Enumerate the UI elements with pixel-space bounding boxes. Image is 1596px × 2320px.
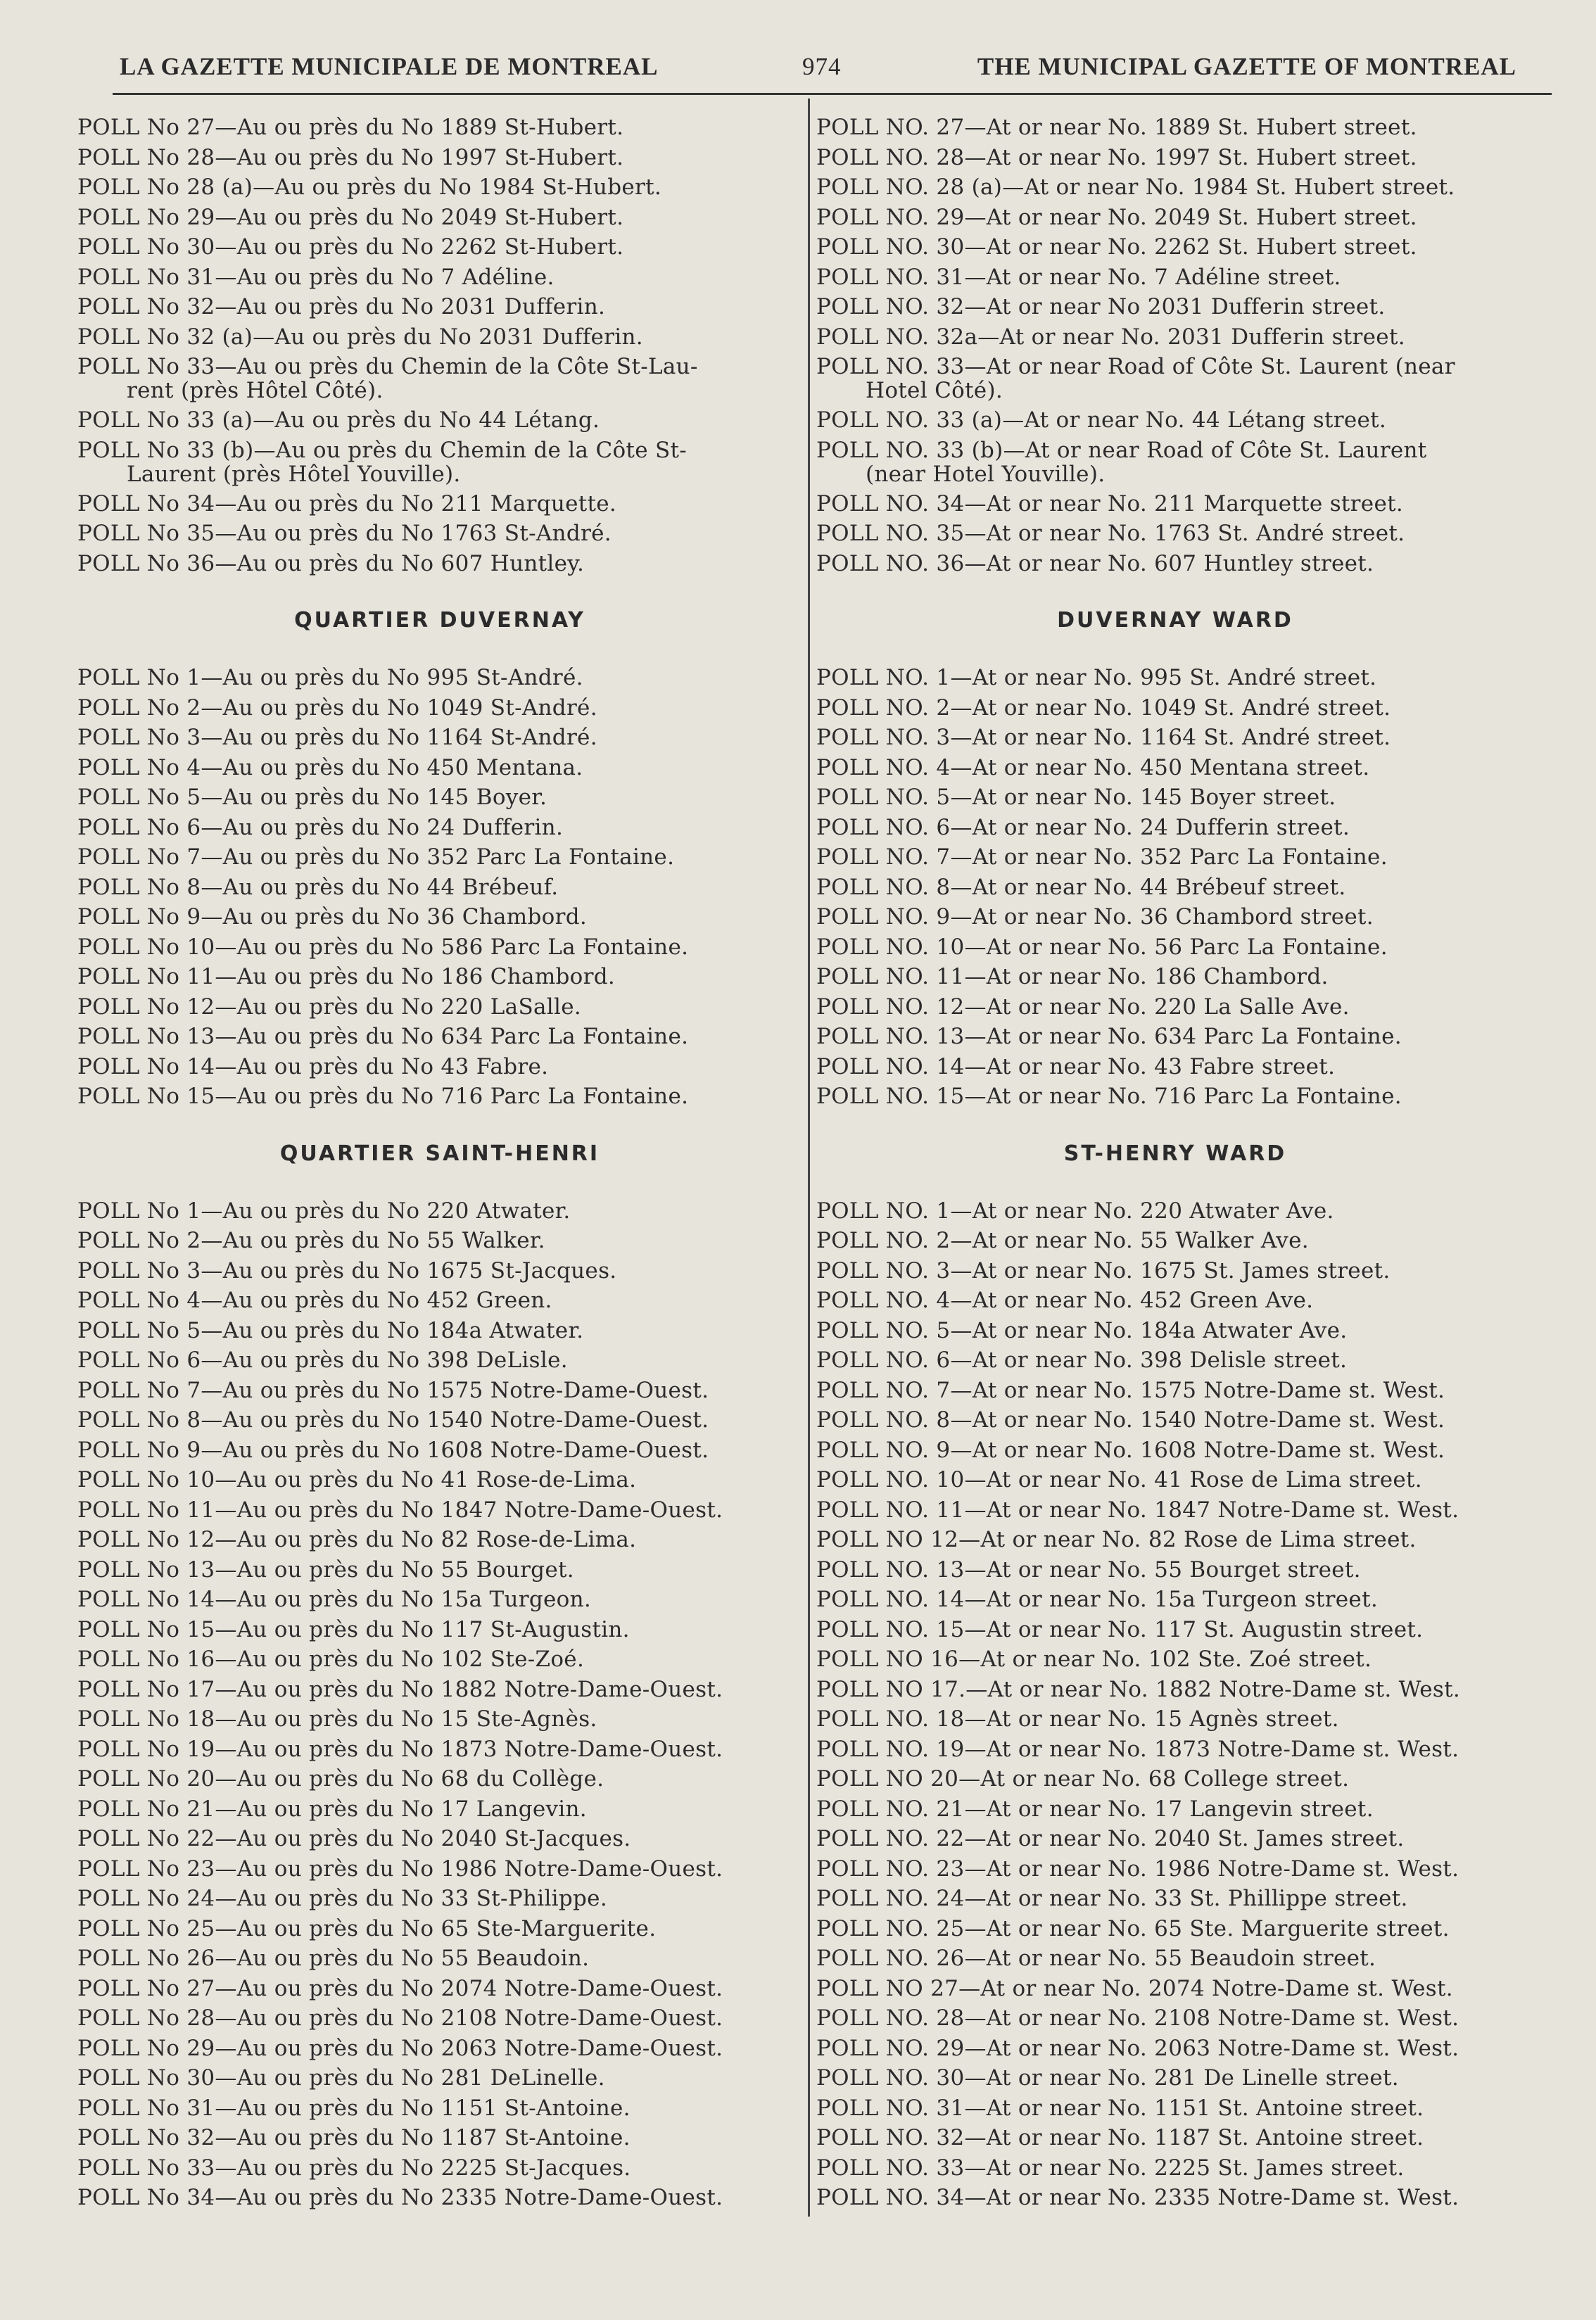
poll-entry: POLL No 8—Au ou près du No 44 Brébeuf. <box>77 874 559 900</box>
poll-entry: POLL NO. 14—At or near No. 15a Turgeon street. <box>816 1587 1378 1612</box>
poll-entry: POLL NO 17.—At or near No. 1882 Notre-Dame st. West. <box>816 1676 1461 1702</box>
poll-entry: POLL NO. 32—At or near No 2031 Dufferin street. <box>816 294 1386 319</box>
poll-entry: POLL NO. 15—At or near No. 716 Parc La Fontaine. <box>816 1084 1402 1109</box>
poll-entry: POLL NO. 3—At or near No. 1164 St. André street. <box>816 725 1391 750</box>
poll-entry: POLL No 5—Au ou près du No 184a Atwater. <box>77 1317 584 1343</box>
poll-entry <box>816 436 1534 489</box>
poll-entry: POLL No 32—Au ou près du No 2031 Dufferin. <box>77 294 606 319</box>
poll-entry: POLL No 28 (a)—Au ou près du No 1984 St-Hubert. <box>77 175 662 200</box>
poll-entry: POLL NO. 31—At or near No. 1151 St. Antoine street. <box>816 2095 1424 2121</box>
poll-entry: POLL NO. 8—At or near No. 1540 Notre-Dame st. West. <box>816 1407 1445 1433</box>
poll-entry: POLL No 27—Au ou près du No 2074 Notre-Dame-Ouest. <box>77 1975 723 2001</box>
poll-entry: POLL NO. 15—At or near No. 117 St. Augustin street. <box>816 1616 1424 1642</box>
poll-entry: POLL NO. 35—At or near No. 1763 St. André street. <box>816 521 1405 546</box>
poll-entry: POLL No 2—Au ou près du No 1049 St-André. <box>77 695 597 721</box>
poll-entry: POLL NO. 34—At or near No. 211 Marquette street. <box>816 490 1404 516</box>
section-heading-duvernay: QUARTIER DUVERNAY <box>294 608 585 633</box>
poll-entry: POLL No 26—Au ou près du No 55 Beaudoin. <box>77 1946 590 1971</box>
poll-entry: POLL No 9—Au ou près du No 1608 Notre-Dame-Ouest. <box>77 1437 709 1463</box>
poll-entry: POLL No 33—Au ou près du No 2225 St-Jacques. <box>77 2155 631 2181</box>
poll-entry: POLL NO. 7—At or near No. 352 Parc La Fontaine. <box>816 844 1388 870</box>
poll-entry: POLL No 9—Au ou près du No 36 Chambord. <box>77 904 588 930</box>
poll-entry: POLL No 13—Au ou près du No 634 Parc La Fontaine. <box>77 1024 689 1049</box>
poll-entry: POLL No 31—Au ou près du No 7 Adéline. <box>77 264 555 290</box>
poll-entry: POLL NO. 31—At or near No. 7 Adéline street. <box>816 264 1341 290</box>
poll-entry: POLL No 14—Au ou près du No 15a Turgeon. <box>77 1587 592 1612</box>
poll-entry: POLL NO. 33—At or near No. 2225 St. James street. <box>816 2155 1405 2181</box>
poll-entry: POLL NO 12—At or near No. 82 Rose de Lima street. <box>816 1527 1417 1552</box>
poll-entry: POLL No 18—Au ou près du No 15 Ste-Agnès. <box>77 1706 597 1732</box>
poll-entry: POLL No 16—Au ou près du No 102 Ste-Zoé. <box>77 1647 585 1672</box>
poll-entry: POLL NO. 2—At or near No. 1049 St. André street. <box>816 695 1391 721</box>
poll-entry: POLL No 29—Au ou près du No 2049 St-Hubert. <box>77 204 624 230</box>
poll-entry: POLL NO. 10—At or near No. 56 Parc La Fontaine. <box>816 934 1388 960</box>
french-column <box>77 113 802 2213</box>
poll-entry: POLL No 36—Au ou près du No 607 Huntley. <box>77 550 585 576</box>
poll-entry: POLL No 27—Au ou près du No 1889 St-Hubert. <box>77 115 624 140</box>
poll-entry-line: POLL No 33 (b)—Au ou près du Chemin de la Côte St- <box>77 437 688 463</box>
saint-henri-poll-list <box>77 1196 802 2213</box>
continued-poll-list <box>77 113 802 352</box>
poll-entry: POLL NO. 4—At or near No. 450 Mentana street. <box>816 754 1370 780</box>
poll-entry: POLL NO. 21—At or near No. 17 Langevin street. <box>816 1796 1374 1822</box>
poll-entry: POLL No 34—Au ou près du No 2335 Notre-Dame-Ouest. <box>77 2185 723 2210</box>
poll-entry: POLL NO. 6—At or near No. 398 Delisle street. <box>816 1348 1348 1373</box>
poll-entry: POLL No 11—Au ou près du No 1847 Notre-Dame-Ouest. <box>77 1497 723 1523</box>
poll-entry: POLL No 35—Au ou près du No 1763 St-André. <box>77 521 612 546</box>
poll-entry: POLL No 12—Au ou près du No 220 LaSalle. <box>77 994 581 1020</box>
poll-entry: POLL NO. 33 (a)—At or near No. 44 Létang street. <box>816 407 1387 433</box>
poll-entry: POLL No 22—Au ou près du No 2040 St-Jacques. <box>77 1826 631 1851</box>
poll-entry: POLL No 8—Au ou près du No 1540 Notre-Dame-Ouest. <box>77 1407 709 1433</box>
poll-entry: POLL NO. 5—At or near No. 145 Boyer street. <box>816 785 1336 810</box>
page-header <box>120 53 1516 95</box>
poll-entry: POLL NO. 1—At or near No. 995 St. André street. <box>816 665 1377 690</box>
poll-entry: POLL No 12—Au ou près du No 82 Rose-de-Lima. <box>77 1527 637 1552</box>
poll-entry: POLL NO. 22—At or near No. 2040 St. James street. <box>816 1826 1405 1851</box>
poll-entry: POLL No 19—Au ou près du No 1873 Notre-Dame-Ouest. <box>77 1736 723 1762</box>
poll-entry: POLL NO. 24—At or near No. 33 St. Phillippe street. <box>816 1886 1408 1911</box>
section-heading-st-henry: ST-HENRY WARD <box>1063 1141 1287 1166</box>
section-heading-duvernay: DUVERNAY WARD <box>1057 608 1293 633</box>
poll-entry: POLL NO. 11—At or near No. 1847 Notre-Dame st. West. <box>816 1497 1459 1523</box>
poll-entry: POLL No 4—Au ou près du No 450 Mentana. <box>77 754 583 780</box>
poll-entry: POLL NO. 23—At or near No. 1986 Notre-Dame st. West. <box>816 1856 1459 1882</box>
poll-entry: POLL NO 27—At or near No. 2074 Notre-Dame st. West. <box>816 1975 1453 2001</box>
poll-entry: POLL No 14—Au ou près du No 43 Fabre. <box>77 1053 549 1079</box>
poll-entry: POLL NO. 2—At or near No. 55 Walker Ave. <box>816 1228 1309 1253</box>
poll-entry: POLL NO. 13—At or near No. 634 Parc La Fontaine. <box>816 1024 1402 1049</box>
poll-entry: POLL No 15—Au ou près du No 716 Parc La Fontaine. <box>77 1084 689 1109</box>
poll-entry: POLL No 10—Au ou près du No 41 Rose-de-Lima. <box>77 1467 637 1492</box>
poll-entry: POLL No 34—Au ou près du No 211 Marquette. <box>77 490 617 516</box>
poll-entry-line: POLL No 33—Au ou près du Chemin de la Côte St-Lau- <box>77 354 698 379</box>
poll-entry: POLL No 28—Au ou près du No 1997 St-Hubert. <box>77 144 624 170</box>
duvernay-poll-list <box>77 663 802 1112</box>
poll-entry: POLL NO. 13—At or near No. 55 Bourget street. <box>816 1557 1361 1583</box>
poll-entry-continuation: (near Hotel Youville). <box>866 461 1106 487</box>
poll-entry-continuation: Hotel Côté). <box>866 378 1003 403</box>
poll-entry: POLL NO. 18—At or near No. 15 Agnès street. <box>816 1706 1339 1732</box>
poll-entry: POLL NO. 9—At or near No. 36 Chambord street. <box>816 904 1374 930</box>
poll-entry: POLL No 20—Au ou près du No 68 du Collège. <box>77 1766 604 1792</box>
poll-entry: POLL No 33 (a)—Au ou près du No 44 Létang. <box>77 407 600 433</box>
poll-entry: POLL No 21—Au ou près du No 17 Langevin. <box>77 1796 587 1822</box>
poll-entry: POLL No 28—Au ou près du No 2108 Notre-Dame-Ouest. <box>77 2005 723 2031</box>
tail-poll-list <box>77 489 802 579</box>
poll-entry <box>77 436 802 489</box>
poll-entry-line: POLL NO. 33—At or near Road of Côte St. Laurent (near <box>816 354 1455 379</box>
poll-entry: POLL No 25—Au ou près du No 65 Ste-Marguerite. <box>77 1915 657 1941</box>
page-number: 974 <box>802 53 842 80</box>
poll-entry: POLL No 31—Au ou près du No 1151 St-Antoine. <box>77 2095 631 2121</box>
poll-entry: POLL No 7—Au ou près du No 352 Parc La Fontaine. <box>77 844 675 870</box>
poll-entry: POLL No 32—Au ou près du No 1187 St-Antoine. <box>77 2125 631 2150</box>
poll-entry: POLL NO. 32a—At or near No. 2031 Dufferin street. <box>816 324 1405 350</box>
poll-entry: POLL NO. 29—At or near No. 2049 St. Hubert street. <box>816 204 1417 230</box>
poll-entry: POLL NO. 30—At or near No. 281 De Linelle street. <box>816 2065 1399 2091</box>
continued-poll-list <box>816 113 1534 352</box>
poll-entry: POLL No 4—Au ou près du No 452 Green. <box>77 1288 552 1313</box>
poll-entry: POLL No 11—Au ou près du No 186 Chambord. <box>77 964 616 989</box>
poll-entry: POLL No 3—Au ou près du No 1164 St-André. <box>77 725 597 750</box>
header-rule <box>113 93 1552 95</box>
poll-entry: POLL NO. 32—At or near No. 1187 St. Antoine street. <box>816 2125 1424 2150</box>
poll-entry: POLL No 5—Au ou près du No 145 Boyer. <box>77 785 547 810</box>
st-henry-poll-list <box>816 1196 1534 2213</box>
poll-entry: POLL NO. 34—At or near No. 2335 Notre-Dame st. West. <box>816 2185 1459 2210</box>
poll-entry: POLL NO. 26—At or near No. 55 Beaudoin street. <box>816 1946 1376 1971</box>
poll-entry: POLL No 1—Au ou près du No 995 St-André. <box>77 665 583 690</box>
poll-entry: POLL No 17—Au ou près du No 1882 Notre-Dame-Ouest. <box>77 1676 723 1702</box>
poll-entry: POLL NO. 1—At or near No. 220 Atwater Ave. <box>816 1198 1334 1224</box>
poll-entry: POLL NO. 30—At or near No. 2262 St. Hubert street. <box>816 234 1417 260</box>
poll-entry: POLL NO. 4—At or near No. 452 Green Ave. <box>816 1288 1314 1313</box>
poll-entry: POLL NO. 7—At or near No. 1575 Notre-Dame st. West. <box>816 1377 1445 1403</box>
poll-entry: POLL NO. 5—At or near No. 184a Atwater Ave. <box>816 1317 1348 1343</box>
poll-entry: POLL No 24—Au ou près du No 33 St-Philippe. <box>77 1886 607 1911</box>
poll-entry: POLL No 29—Au ou près du No 2063 Notre-Dame-Ouest. <box>77 2035 723 2061</box>
duvernay-poll-list <box>816 663 1534 1112</box>
poll-entry: POLL No 13—Au ou près du No 55 Bourget. <box>77 1557 574 1583</box>
english-column <box>816 113 1534 2213</box>
poll-entry: POLL NO. 28—At or near No. 1997 St. Hubert street. <box>816 144 1417 170</box>
poll-entry <box>816 352 1534 405</box>
poll-entry: POLL No 23—Au ou près du No 1986 Notre-Dame-Ouest. <box>77 1856 723 1882</box>
poll-entry: POLL No 7—Au ou près du No 1575 Notre-Dame-Ouest. <box>77 1377 709 1403</box>
poll-entry-continuation: Laurent (près Hôtel Youville). <box>127 461 461 487</box>
poll-entry: POLL NO. 29—At or near No. 2063 Notre-Dame st. West. <box>816 2035 1459 2061</box>
poll-entry-continuation: rent (près Hôtel Côté). <box>127 378 384 403</box>
poll-entry: POLL NO. 36—At or near No. 607 Huntley street. <box>816 550 1374 576</box>
poll-entry: POLL NO. 19—At or near No. 1873 Notre-Dame st. West. <box>816 1736 1459 1762</box>
poll-entry: POLL No 30—Au ou près du No 2262 St-Hubert. <box>77 234 624 260</box>
poll-entry: POLL NO. 14—At or near No. 43 Fabre street. <box>816 1053 1336 1079</box>
header-title-french: LA GAZETTE MUNICIPALE DE MONTREAL <box>120 53 659 80</box>
poll-entry: POLL NO. 27—At or near No. 1889 St. Hubert street. <box>816 115 1417 140</box>
poll-entry: POLL NO. 12—At or near No. 220 La Salle Ave. <box>816 994 1350 1020</box>
poll-entry: POLL NO. 25—At or near No. 65 Ste. Marguerite street. <box>816 1915 1450 1941</box>
section-heading-saint-henri: QUARTIER SAINT-HENRI <box>279 1141 600 1166</box>
poll-entry: POLL NO. 8—At or near No. 44 Brébeuf street. <box>816 874 1346 900</box>
poll-entry: POLL No 2—Au ou près du No 55 Walker. <box>77 1228 545 1253</box>
poll-entry: POLL No 30—Au ou près du No 281 DeLinelle. <box>77 2065 605 2091</box>
poll-entry: POLL NO. 28 (a)—At or near No. 1984 St. Hubert street. <box>816 175 1455 200</box>
poll-entry: POLL NO 20—At or near No. 68 College street. <box>816 1766 1350 1792</box>
column-divider <box>808 99 810 2217</box>
poll-entry: POLL NO. 6—At or near No. 24 Dufferin street. <box>816 814 1350 840</box>
poll-entry: POLL No 1—Au ou près du No 220 Atwater. <box>77 1198 571 1224</box>
poll-entry: POLL No 32 (a)—Au ou près du No 2031 Dufferin. <box>77 324 643 350</box>
poll-entry: POLL No 6—Au ou près du No 24 Dufferin. <box>77 814 564 840</box>
poll-entry: POLL NO. 11—At or near No. 186 Chambord. <box>816 964 1329 989</box>
poll-entry: POLL NO. 9—At or near No. 1608 Notre-Dame st. West. <box>816 1437 1445 1463</box>
poll-entry: POLL NO. 10—At or near No. 41 Rose de Lima street. <box>816 1467 1422 1492</box>
poll-entry: POLL No 10—Au ou près du No 586 Parc La Fontaine. <box>77 934 689 960</box>
poll-entry: POLL No 3—Au ou près du No 1675 St-Jacques. <box>77 1257 617 1283</box>
poll-entry <box>77 352 802 405</box>
poll-entry: POLL NO. 28—At or near No. 2108 Notre-Dame st. West. <box>816 2005 1459 2031</box>
poll-entry: POLL NO. 3—At or near No. 1675 St. James street. <box>816 1257 1391 1283</box>
poll-entry: POLL NO 16—At or near No. 102 Ste. Zoé street. <box>816 1647 1372 1672</box>
poll-entry-line: POLL NO. 33 (b)—At or near Road of Côte St. Laurent <box>816 437 1427 463</box>
poll-entry: POLL No 6—Au ou près du No 398 DeLisle. <box>77 1348 568 1373</box>
header-title-english: THE MUNICIPAL GAZETTE OF MONTREAL <box>977 53 1516 80</box>
tail-poll-list <box>816 489 1534 579</box>
poll-entry: POLL No 15—Au ou près du No 117 St-Augustin. <box>77 1616 630 1642</box>
